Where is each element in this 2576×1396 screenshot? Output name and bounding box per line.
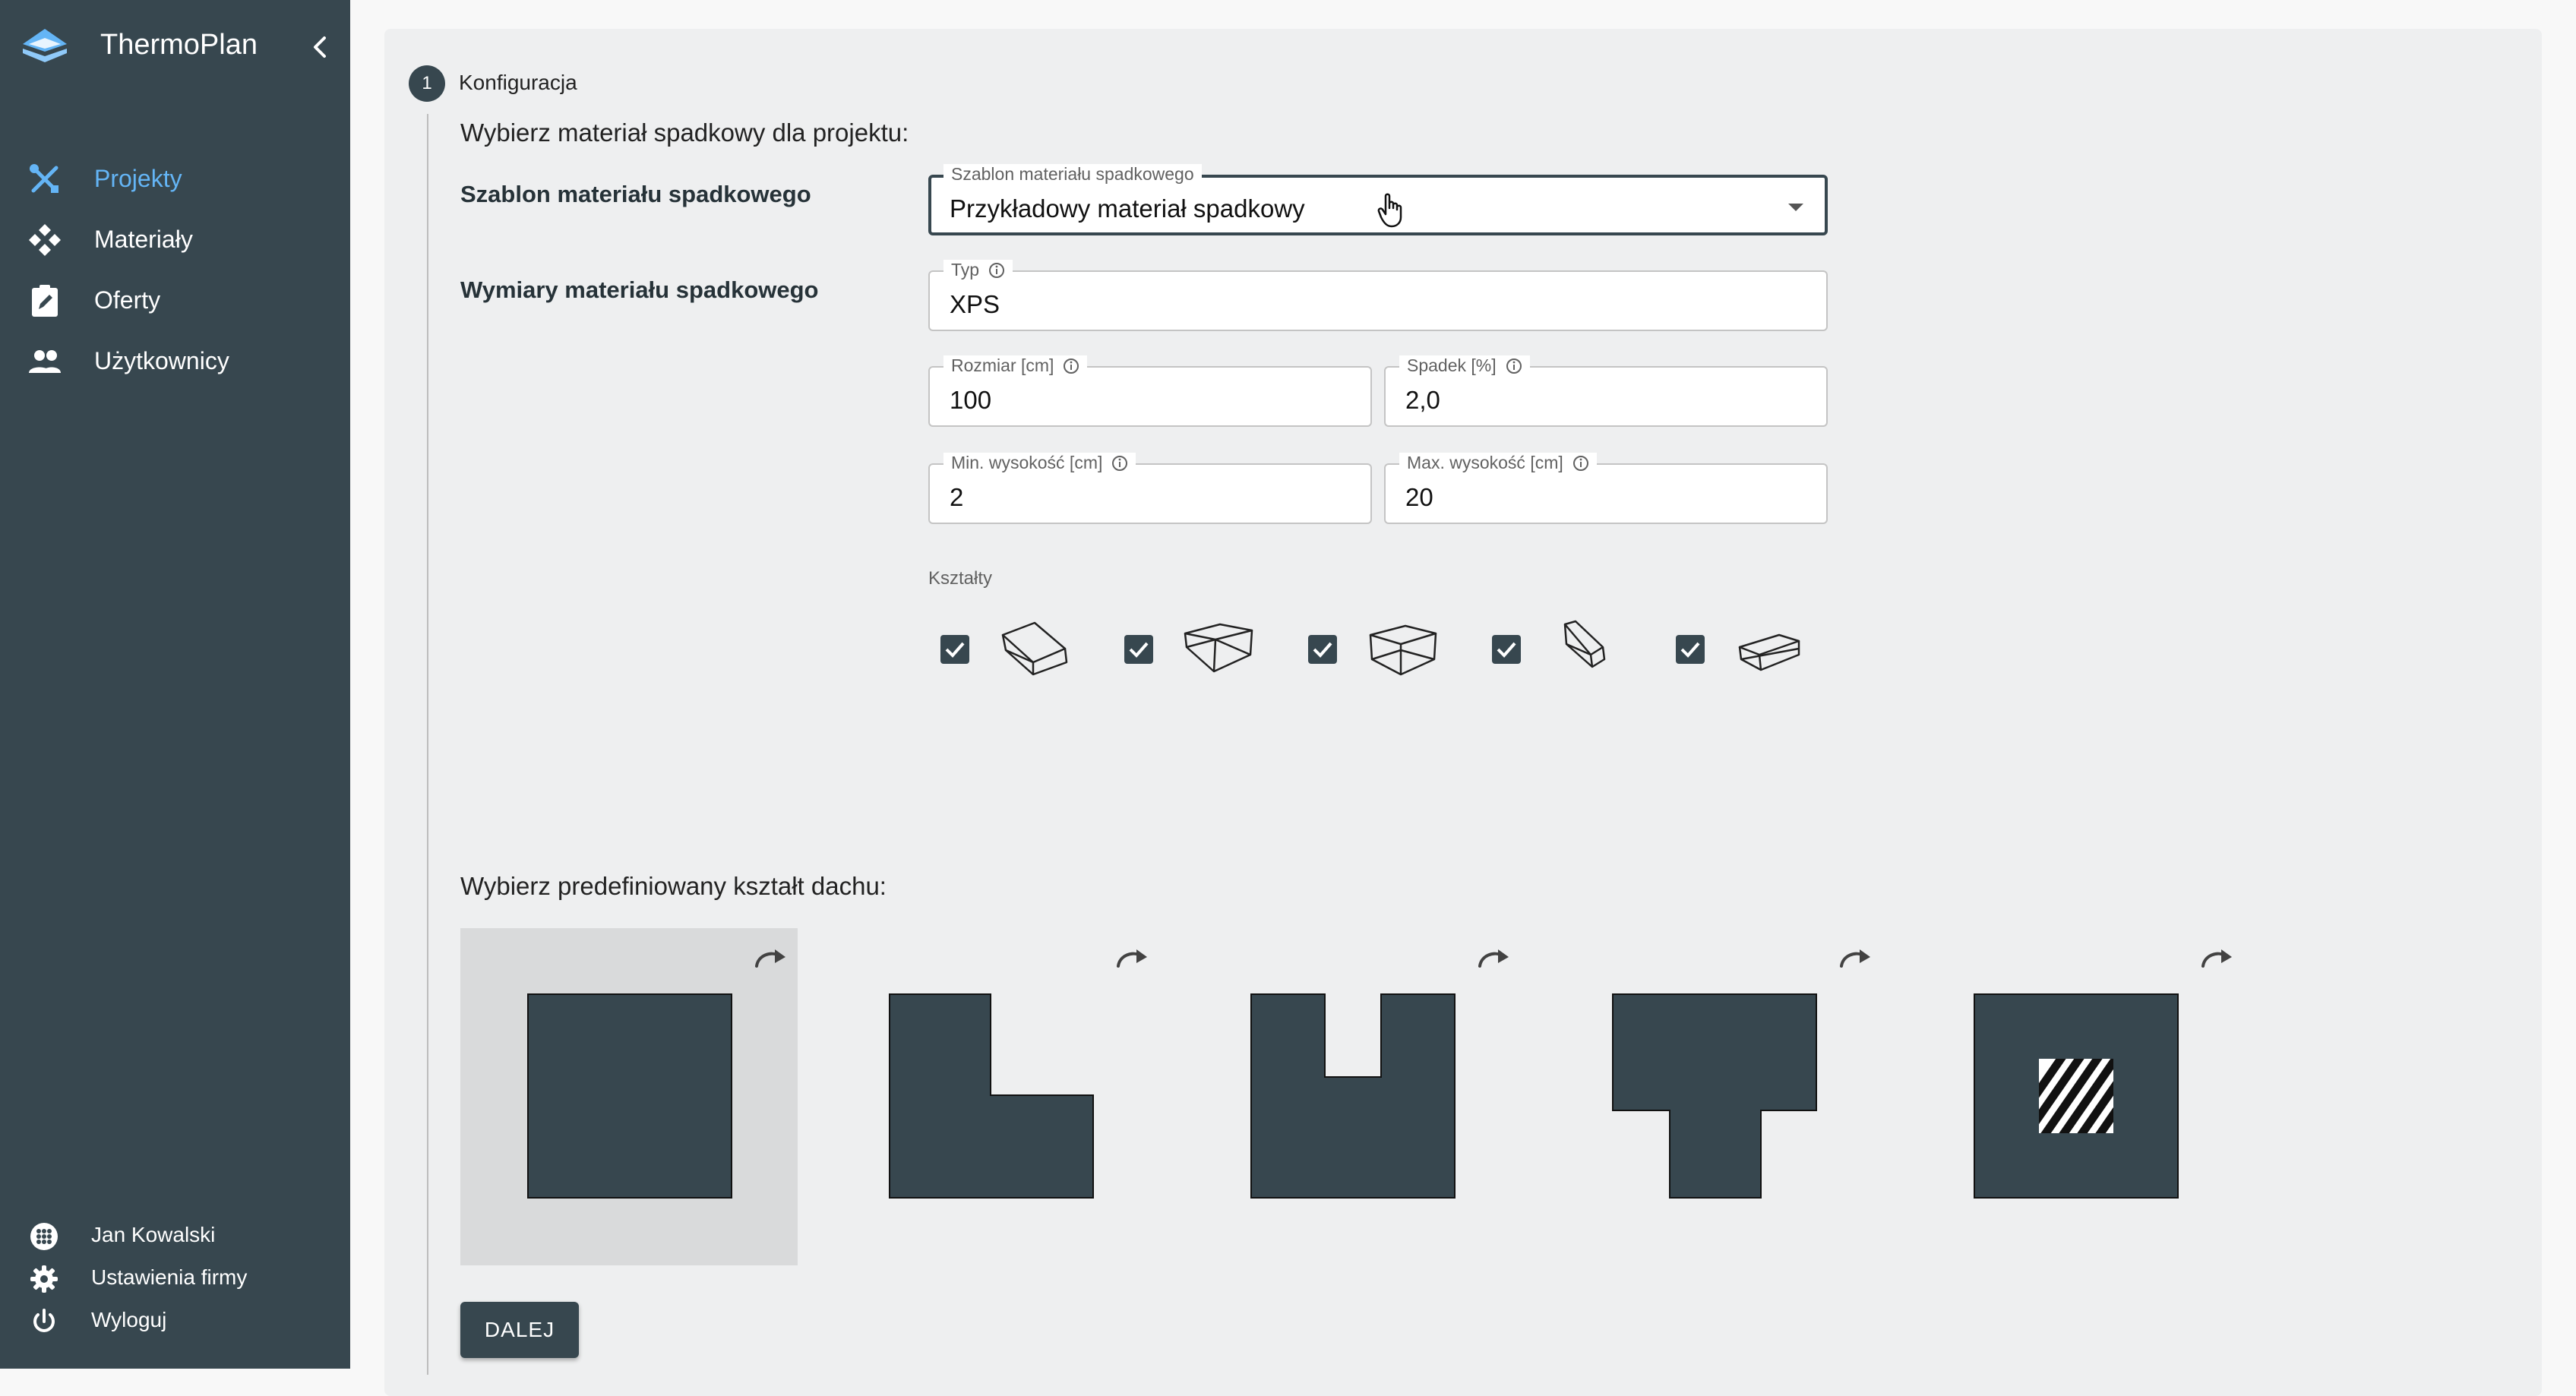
info-icon[interactable] (988, 262, 1005, 279)
type-field-value: XPS (950, 290, 1000, 318)
materials-icon (27, 223, 62, 257)
hand-cursor-icon (1377, 193, 1407, 228)
sidebar-user-label: Jan Kowalski (91, 1223, 216, 1246)
slope-shape-2-icon (1182, 617, 1255, 677)
shapes-label: Kształty (928, 568, 993, 589)
thermoplan-logo-icon (21, 27, 68, 67)
checkmark-icon (1676, 635, 1705, 664)
min-height-field-label: Min. wysokość [cm] (951, 453, 1103, 472)
type-field-label-wrap (943, 260, 1013, 280)
roof-shape-square (527, 993, 732, 1199)
sidebar-item-materialy[interactable] (0, 209, 350, 270)
shape-checkbox-5[interactable] (1676, 635, 1705, 664)
sidebar-logout-label: Wyloguj (91, 1308, 167, 1331)
sidebar-settings-label: Ustawienia firmy (91, 1265, 248, 1289)
info-icon[interactable] (1572, 455, 1589, 472)
app-name: ThermoPlan (100, 29, 258, 61)
sidebar-item-label: Oferty (94, 286, 161, 314)
size-field[interactable] (928, 355, 1372, 427)
shape-checkbox-4[interactable] (1492, 635, 1521, 664)
max-height-field[interactable] (1384, 453, 1828, 524)
slope-field-label-wrap (1399, 355, 1530, 376)
min-height-field-value: 2 (950, 483, 964, 511)
roof-shape-tile-opening[interactable] (1907, 928, 2244, 1265)
roof-shape-t (1612, 993, 1817, 1199)
roof-shape-u (1250, 993, 1456, 1199)
info-icon[interactable] (1506, 358, 1522, 374)
sidebar-item-oferty[interactable] (0, 270, 350, 330)
checkmark-icon (1124, 635, 1153, 664)
gear-icon (29, 1264, 59, 1294)
dimensions-row-label: Wymiary materiału spadkowego (460, 276, 819, 303)
size-field-label-wrap (943, 355, 1087, 376)
sidebar-company-settings[interactable] (0, 1256, 350, 1299)
size-field-value: 100 (950, 386, 992, 414)
rotate-icon[interactable] (752, 943, 787, 974)
type-field[interactable] (928, 260, 1828, 331)
slope-field[interactable] (1384, 355, 1828, 427)
shape-checkbox-3[interactable] (1308, 635, 1337, 664)
size-field-label: Rozmiar [cm] (951, 355, 1054, 375)
roof-shape-heading: Wybierz predefiniowany kształt dachu: (460, 872, 887, 900)
step-connector-line (427, 114, 428, 1375)
brand[interactable] (21, 23, 258, 71)
user-avatar-icon (29, 1221, 59, 1252)
sidebar-user[interactable] (0, 1214, 350, 1256)
rotate-icon[interactable] (2198, 943, 2233, 974)
sidebar-item-label: Materiały (94, 226, 193, 253)
min-height-field[interactable] (928, 453, 1372, 524)
checkmark-icon (1308, 635, 1337, 664)
slope-field-value: 2,0 (1405, 386, 1440, 414)
roof-shape-tile-t[interactable] (1545, 928, 1882, 1265)
type-field-label: Typ (951, 260, 980, 280)
roof-shape-tile-u[interactable] (1184, 928, 1521, 1265)
shape-checkbox-2[interactable] (1124, 635, 1153, 664)
slope-shape-4-icon (1550, 617, 1623, 677)
template-select-label: Szablon materiału spadkowego (943, 164, 1202, 185)
rotate-icon[interactable] (1114, 943, 1149, 974)
max-height-field-label: Max. wysokość [cm] (1407, 453, 1563, 472)
power-icon (29, 1306, 59, 1337)
sidebar-item-projekty[interactable] (0, 148, 350, 209)
roof-shape-l (889, 993, 1094, 1199)
sidebar-logout[interactable] (0, 1299, 350, 1341)
tools-icon (27, 162, 62, 197)
template-select-value: Przykładowy materiał spadkowy (950, 194, 1305, 223)
template-row-label: Szablon materiału spadkowego (460, 181, 811, 207)
info-icon[interactable] (1063, 358, 1079, 374)
sidebar-item-label: Projekty (94, 165, 182, 192)
users-icon (27, 344, 62, 379)
slope-shape-3-icon (1366, 617, 1439, 677)
chevron-left-icon[interactable] (304, 30, 337, 64)
next-button[interactable]: DALEJ (460, 1302, 579, 1358)
min-height-field-label-wrap (943, 453, 1136, 473)
roof-shape-tile-l[interactable] (822, 928, 1159, 1265)
shape-checkbox-1[interactable] (940, 635, 969, 664)
step-number-badge: 1 (409, 65, 445, 102)
checkmark-icon (1492, 635, 1521, 664)
step-title: Konfiguracja (459, 71, 577, 94)
clipboard-edit-icon (27, 283, 62, 318)
roof-shape-tile-square[interactable] (460, 928, 798, 1265)
roof-shape-square-with-opening (1974, 993, 2179, 1199)
sidebar-footer (0, 1214, 350, 1341)
slope-shape-1-icon (998, 617, 1071, 677)
max-height-field-value: 20 (1405, 483, 1433, 511)
info-icon[interactable] (1111, 455, 1128, 472)
sidebar-item-label: Użytkownicy (94, 347, 229, 374)
sidebar (0, 0, 350, 1369)
rotate-icon[interactable] (1837, 943, 1872, 974)
max-height-field-label-wrap (1399, 453, 1597, 473)
sidebar-item-uzytkownicy[interactable] (0, 330, 350, 391)
rotate-icon[interactable] (1475, 943, 1510, 974)
material-heading: Wybierz materiał spadkowy dla projektu: (460, 118, 909, 147)
sidebar-nav (0, 148, 350, 391)
chevron-down-icon[interactable] (1787, 201, 1805, 213)
checkmark-icon (940, 635, 969, 664)
slope-field-label: Spadek [%] (1407, 355, 1497, 375)
slope-shape-5-icon (1734, 617, 1806, 677)
